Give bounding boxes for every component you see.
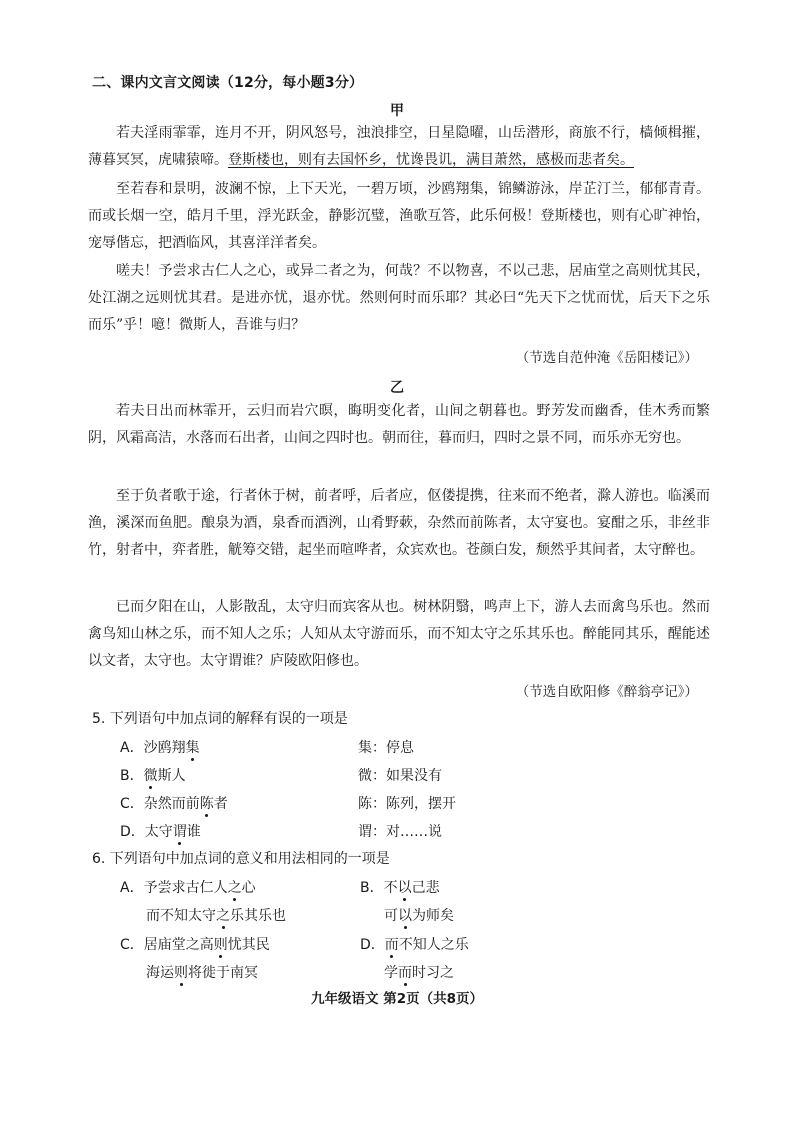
passage-b-paragraph-1: 若夫日出而林霏开，云归而岩穴暝，晦明变化者，山间之朝暮也。野芳发而幽香，佳木秀而繁阴，风霜高洁，水落而石出者，山间之四时也。朝而往，暮而归，四时之景不同，而乐亦无穷也。 [88,403,710,446]
passage-a-paragraph-1 [88,120,710,174]
q5-c-dotted-word: 陈 [199,796,214,812]
passage-a-label: 甲 [390,103,404,119]
passage-b-paragraph-3: 已而夕阳在山，人影散乱，太守归而宾客从也。树林阴翳，鸣声上下，游人去而禽鸟乐也。然而禽鸟知山林之乐，而不知人之乐；人知从太守游而乐，而不知太守之乐其乐也。醉能同其乐，醒能述以文者，太守也。太守谓谁？庐陵欧阳修也。 [88,599,710,669]
passage-a-source: （节选自范仲淹《岳阳楼记》） [515,350,698,366]
q5-b-dotted-word: 微 [143,768,158,784]
passage-b-label: 乙 [390,380,404,396]
q5-option-a-explain: 集：停息 [358,740,414,756]
question-6-stem: 6. 下列语句中加点词的意义和用法相同的一项是 [92,851,390,867]
q6-b1-dotted-word: 以 [397,880,412,896]
q6-option-d-line2: 学而时习之 [384,965,454,981]
passage-b-paragraph-2: 至于负者歌于途，行者休于树，前者呼，后者应，伛偻提携，往来而不绝者，滁人游也。临溪而渔，溪深而鱼肥。酿泉为酒，泉香而酒洌，山肴野蔌，杂然而前陈者，太守宴也。宴酣之乐，非丝非竹，射者中，弈者胜，觥筹交错，起坐而喧哗者，众宾欢也。苍颜白发，颓然乎其间者，太守醉也。 [88,488,710,558]
passage-a-paragraph-2: 至若春和景明，波澜不惊，上下天光，一碧万顷，沙鸥翔集，锦鳞游泳，岸芷汀兰，郁郁青青。而或长烟一空，皓月千里，浮光跃金，静影沉璧，渔歌互答，此乐何极！登斯楼也，则有心旷神怡，宠辱偕忘，把酒临风，其喜洋洋者矣。 [88,181,710,251]
passage-a-p1-line1: 若夫淫雨霏霏，连月不开，阴风怒号，浊浪排空，日星隐曜，山岳潜形，商旅不行，樯倾 [116,125,668,141]
passage-a-underlined-sentence: 登斯楼也，则有去国怀乡，忧谗畏讥，满目萧然，感极而悲者矣。 [228,152,634,168]
q5-option-b: B．微斯人 [120,768,186,784]
q6-option-c-line1: C．居庙堂之高则忧其民 [120,937,270,953]
passage-a-paragraph-3: 嗟夫！予尝求古仁人之心，或异二者之为，何哉？不以物喜，不以己悲，居庙堂之高则忧其民，处江湖之远则忧其君。是进亦忧，退亦忧。然则何时而乐耶？其必曰“先天下之忧而忧，后天下之乐而乐”乎！噫！微斯人，吾谁与归？ [88,263,710,333]
q6-a2-dotted-word: 之 [216,908,230,924]
q5-option-c-explain: 陈：陈列，摆开 [358,796,456,812]
q6-d2-dotted-word: 而 [398,965,412,981]
q5-option-d-explain: 谓：对……说 [358,824,442,840]
q6-option-a-line2: 而不知太守之乐其乐也 [146,908,286,924]
q6-option-b-line1: B．不以己悲 [360,880,440,896]
question-5-stem: 5. 下列语句中加点词的解释有误的一项是 [92,711,348,727]
q6-option-a-line1: A．予尝求古仁人之心 [120,880,256,896]
passage-a-p1-line2-start: 楫摧，薄暮冥冥，虎啸猿啼。 [88,125,711,168]
q5-option-d: D．太守谓谁 [120,824,201,840]
q6-option-b-line2: 可以为师矣 [384,908,454,924]
q5-d-dotted-word: 谓 [172,824,187,840]
q5-option-b-explain: 微：如果没有 [358,768,442,784]
q5-a-dotted-word: 集 [185,740,200,756]
q5-option-c: C．杂然而前陈者 [120,796,228,812]
q6-option-c-line2: 海运则将徙于南冥 [146,965,258,981]
q6-option-d-line1: D．而不知人之乐 [360,937,469,953]
q5-option-a: A．沙鸥翔集 [120,740,200,756]
q6-c2-dotted-word: 则 [174,965,188,981]
q6-a1-dotted-word: 之 [227,880,242,896]
section-title: 二、课内文言文阅读（12分，每小题3分） [92,75,364,91]
q6-b2-dotted-word: 以 [398,908,412,924]
page-footer: 九年级语文 第2页（共8页） [311,991,483,1007]
q6-c1-dotted-word: 则 [213,937,228,953]
passage-b-source: （节选自欧阳修《醉翁亭记》） [515,684,698,700]
q6-d1-dotted-word: 而 [384,937,399,953]
